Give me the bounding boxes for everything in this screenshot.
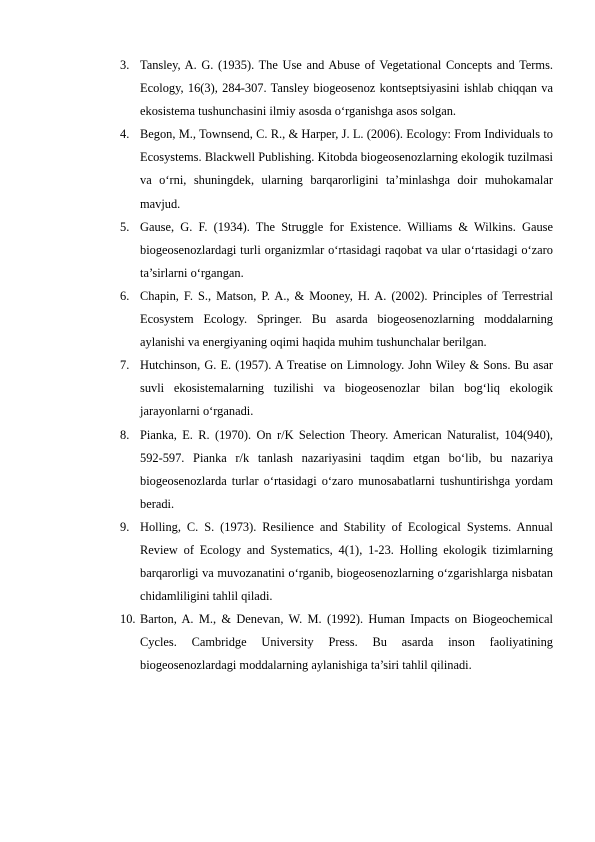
reference-number: 5.	[120, 219, 130, 234]
reference-item	[120, 354, 553, 423]
reference-text: Chapin, F. S., Matson, P. A., & Mooney, H. A. (2002). Principles of Terrestrial Ecosystem Ecology. Springer. Bu asarda biogeosenozlarning moddalarning aylanishi va energiyaning oqimi haqida muhim tushunchalar berilgan.	[140, 288, 553, 350]
reference-text: Begon, M., Townsend, C. R., & Harper, J. L. (2006). Ecology: From Individuals to Ecosystems. Blackwell Publishing. Kitobda biogeosenozlarning ekologik tuzilmasi va o‘rni, shuningdek, ularning barqarorligini ta’minlashga doir muhokamalar mavjud.	[140, 127, 553, 211]
reference-number: 7.	[120, 358, 130, 373]
reference-text: Barton, A. M., & Denevan, W. M. (1992). Human Impacts on Biogeochemical Cycles. Cambridge University Press. Bu asarda inson faoliyatining biogeosenozlardagi moddalarning aylanishiga ta’siri tahlil qilinadi.	[140, 612, 553, 673]
reference-item	[120, 123, 553, 215]
reference-number: 10.	[120, 612, 136, 627]
reference-number: 4.	[120, 127, 130, 142]
reference-item	[120, 608, 553, 677]
reference-text: Tansley, A. G. (1935). The Use and Abuse of Vegetational Concepts and Terms. Ecology, 16(3), 284-307. Tansley biogeosenoz kontseptsiyasini ishlab chiqqan va ekosistema tushunchasini ilmiy asosda o‘rganishga asos solgan.	[140, 58, 553, 119]
reference-text: Holling, C. S. (1973). Resilience and Stability of Ecological Systems. Annual Review of Ecology and Systematics, 4(1), 1-23. Holling ekologik tizimlarning barqarorligi va muvozanatini o‘rganib, biogeosenozlarning o‘zgarishlarga nisbatan chidamliligini tahlil qiladi.	[140, 519, 553, 604]
reference-item	[120, 424, 553, 516]
reference-number: 3.	[120, 58, 130, 72]
reference-number: 8.	[120, 427, 130, 442]
reference-item	[120, 54, 553, 123]
reference-text: Hutchinson, G. E. (1957). A Treatise on Limnology. John Wiley & Sons. Bu asar suvli ekosistemalarning tuzilishi va biogeosenozlar bilan bog‘liq ekologik jarayonlarni o‘rganadi.	[140, 358, 553, 419]
reference-item	[120, 285, 553, 354]
reference-text: Pianka, E. R. (1970). On r/K Selection Theory. American Naturalist, 104(940), 592-597. Pianka r/k tanlash nazariyasini taqdim etgan bo‘lib, bu nazariya biogeosenozlarda turlar o‘rtasidagi o‘zaro munosabatlarni tushuntirishga yordam beradi.	[140, 427, 553, 511]
reference-number: 9.	[120, 519, 130, 534]
reference-number: 6.	[120, 288, 130, 303]
reference-text: Gause, G. F. (1934). The Struggle for Existence. Williams & Wilkins. Gause biogeosenozlardagi turli organizmlar o‘rtasidagi raqobat va ular o‘rtasidagi o‘zaro ta’sirlarni o‘rgangan.	[140, 219, 553, 280]
reference-list	[120, 54, 553, 678]
reference-item	[120, 216, 553, 285]
reference-item	[120, 516, 553, 608]
